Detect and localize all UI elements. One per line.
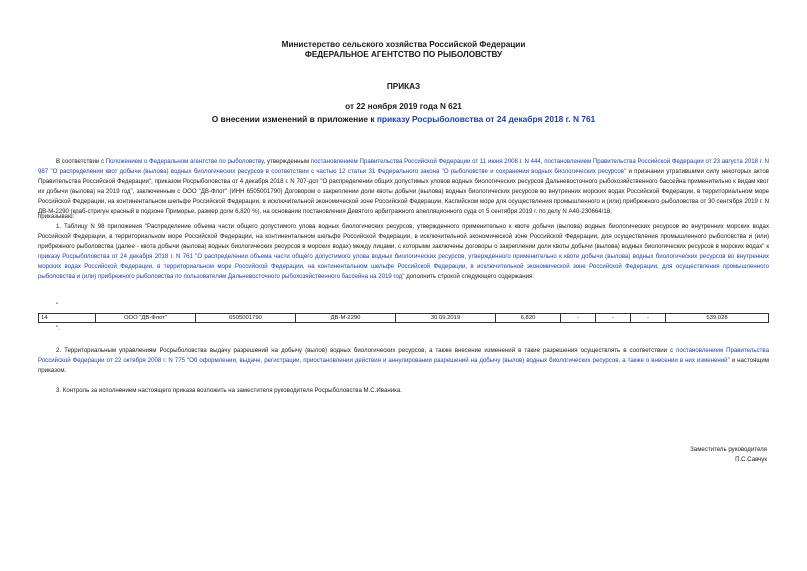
title-prefix: О внесении изменений в приложение к bbox=[211, 114, 377, 124]
item-3-paragraph bbox=[38, 386, 769, 396]
item-2-text bbox=[38, 346, 769, 376]
document-type: ПРИКАЗ bbox=[386, 82, 421, 91]
para1-text-segment: В соответствии с bbox=[56, 158, 106, 165]
item2-text-segment: 2. Территориальным управлениям Росрыболовства выдачу разрешений на добычу (вылов) водных биологических ресурсов, а также внесение изменений в такие разрешения осуществлять в соответствии с bbox=[56, 347, 677, 354]
para1-text-segment: и признании утратившими силу некоторых актов Правительства Российской Федерации", приказом Росрыболовства от 4 декабря 2018 г. N 707-дсп "О распределении общих допустимых уловов водных биологических ресурсов Дальневосточного рыбохозяйственного бассейна применительно к видам квот их добычи (вылова) на 2019 год", заключенным с ООО "ДВ-Флот" (ИНН 6505001790) Договором о закреплении доли квоты добычи (вылова) водных биологических ресурсов во внутренних морских водах Российской Федерации, в территориальном море Российской Федерации, на континентальном шельфе Российской Федерации, в исключительной экономической зоне Российской Федерации, Каспийском море для осуществления промышленного и (или) прибрежного рыболовства от 30 сентября 2019 г. N ДВ-М-2290 (краб-стригун красный в подзоне Приморье, размер доли 6,820 %), на основании постановления Девятого арбитражного апелляционного суда от 5 сентября 2019 г. по делу N А40-230664/18, bbox=[38, 167, 770, 215]
para1-link[interactable]: постановлением Правительства Российской Федерации от 11 июня 2008 г. N 444 bbox=[310, 158, 541, 165]
para1-link[interactable]: постановлением Правительства Российской Федерации от 23 августа 2018 г. N 987 "О распределении квот добычи (вылова) водных биологических ресурсов в соответствии с частью 12 статьи 31 Федерального закона "О рыболовстве и сохранении водных биологических ресурсов" bbox=[38, 158, 770, 175]
document-header bbox=[0, 40, 807, 112]
quota-table bbox=[38, 313, 769, 323]
document-title bbox=[0, 114, 807, 124]
table-cell: - bbox=[631, 314, 666, 323]
table-cell: 30.09.2019 bbox=[396, 314, 496, 323]
order-word bbox=[38, 212, 769, 222]
quote-close-mark: ". bbox=[56, 325, 60, 332]
preamble-paragraph bbox=[38, 157, 769, 216]
item-1-text bbox=[38, 222, 769, 281]
preamble-text bbox=[38, 157, 769, 216]
item-3-text: 3. Контроль за исполнением настоящего приказа возложить на заместителя руководителя Росрыболовства М.С.Иваника. bbox=[56, 387, 402, 394]
title-link[interactable]: приказу Росрыболовства от 24 декабря 2018 г. N 761 bbox=[376, 114, 596, 124]
table-cell: 14 bbox=[39, 314, 96, 323]
table-cell: - bbox=[596, 314, 631, 323]
table-cell: 539,028 bbox=[666, 314, 769, 323]
item2-link[interactable]: постановлением Правительства Российской Федерации от 22 октября 2008 г. N 775 "Об оформлении, выдаче, регистрации, приостановлении действия и аннулировании разрешений на добычу (вылов) водных биологических ресурсов, а также о внесении в них изменений" bbox=[38, 347, 769, 364]
item-2-paragraph bbox=[38, 346, 769, 376]
document-date-number: от 22 ноября 2019 года N 621 bbox=[345, 102, 462, 111]
signature-block bbox=[690, 445, 767, 465]
ministry-name: Министерство сельского хозяйства Российской Федерации bbox=[281, 40, 526, 49]
item1-link[interactable]: приказу Росрыболовства от 24 декабря 2018 г. N 761 "О распределении объема части общего допустимого улова водных биологических ресурсов, утвержденного применительно к квоте добычи (вылова) водных биологических ресурсов во внутренних морских водах Российской Федерации, в территориальном море Российской Федерации, на континентальном шельфе Российской Федерации, в исключительной экономической зоне Российской Федерации, для осуществления промышленного рыболовства и (или) прибрежного рыболовства по пользователям Дальневосточного рыбохозяйственного бассейна на 2019 год" bbox=[38, 252, 769, 280]
item-1-paragraph bbox=[38, 222, 769, 281]
item1-text-segment: дополнить строкой следующего содержания: bbox=[404, 272, 534, 280]
signer-position: Заместитель руководителя bbox=[690, 446, 767, 453]
table-cell: - bbox=[561, 314, 596, 323]
signer-name: П.С.Савчук bbox=[735, 456, 767, 463]
quote-open bbox=[38, 301, 769, 311]
table-row bbox=[39, 314, 769, 323]
order-word-text: приказываю: bbox=[38, 213, 75, 220]
para1-text-segment: , bbox=[540, 158, 545, 165]
table-cell: 6505001790 bbox=[196, 314, 296, 323]
quote-open-mark: " bbox=[56, 302, 59, 309]
agency-name: ФЕДЕРАЛЬНОЕ АГЕНТСТВО ПО РЫБОЛОВСТВУ bbox=[304, 50, 503, 59]
para1-text-segment: , утвержденным bbox=[263, 158, 311, 165]
table-cell: ООО "ДВ-Флот" bbox=[96, 314, 196, 323]
table-cell: 6,820 bbox=[496, 314, 561, 323]
table-cell: ДВ-М-2290 bbox=[296, 314, 396, 323]
para1-link[interactable]: Положением о Федеральном агентстве по рыболовству bbox=[105, 158, 264, 165]
item1-text-segment: 1. Таблицу N 98 приложения "Распределение объема части общего допустимого улова водных биологических ресурсов, утвержденного применительно к квоте добычи (вылова) водных биологических ресурсов во внутренних морских водах Российской Федерации, в территориальном море Российской Федерации, на континентальном шельфе Российской Федерации, в исключительной экономической зоне Российской Федерации, для осуществления промышленного рыболовства и (или) прибрежного рыболовства (далее - квота добычи (вылова) водных биологических ресурсов в морских водах) между лицами, с которыми заключены договоры о закреплении доли квоты добычи (вылова) водных биологических ресурсов в морских водах" к bbox=[38, 223, 769, 250]
item2-text-segment: и настоящим приказом. bbox=[38, 356, 769, 374]
quote-close bbox=[38, 324, 769, 334]
